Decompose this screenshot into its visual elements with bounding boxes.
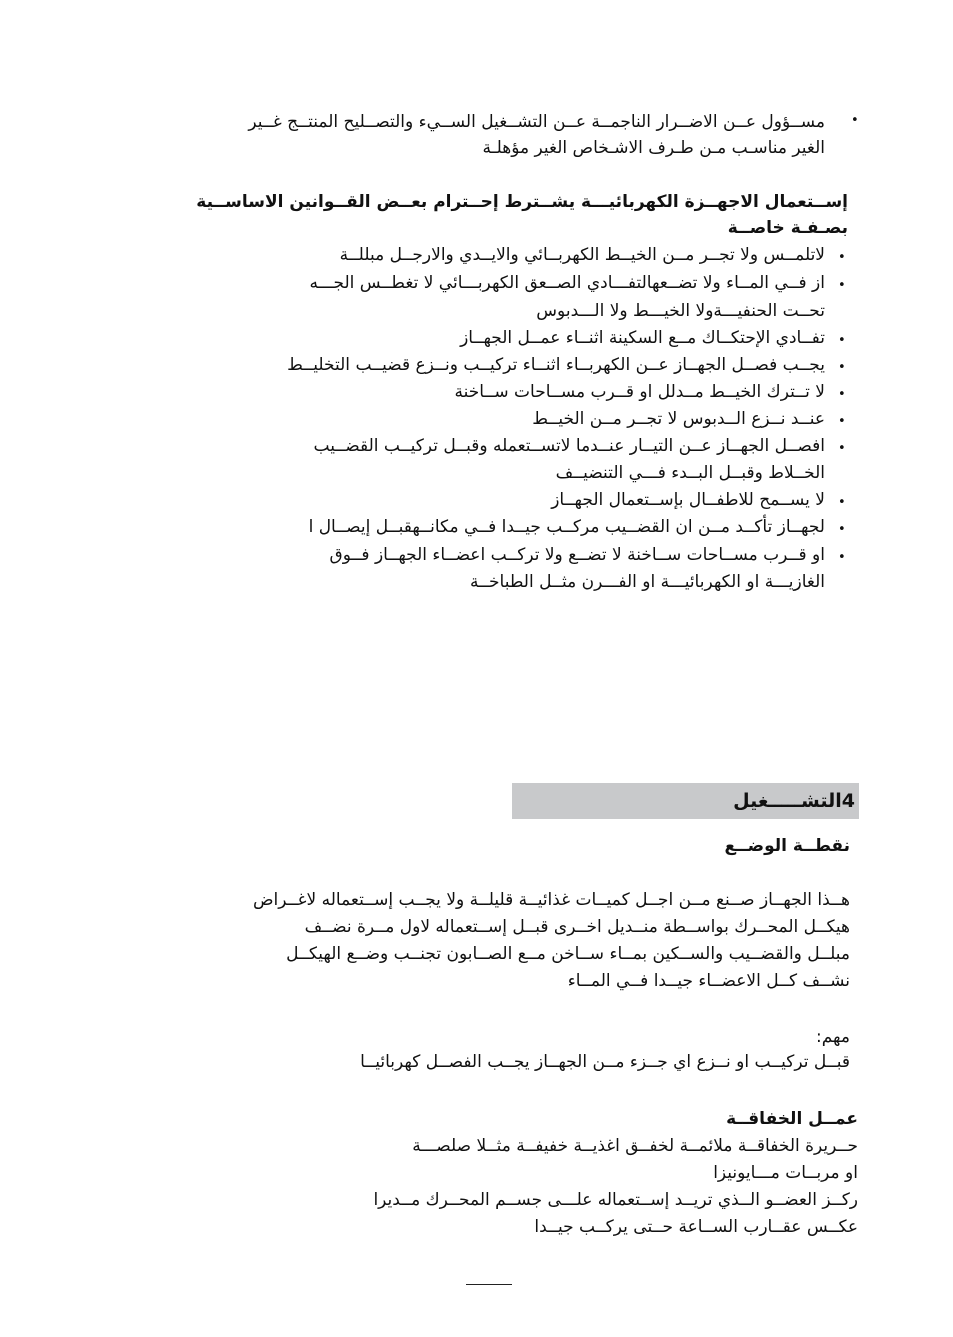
- footer-divider: [466, 1284, 512, 1285]
- safety-item: لاتلمــس ولا تجــر مــن الخيــط الكهربــائي والايــدي والارجــل مبللــة: [339, 245, 825, 265]
- whisk-line: ركــز العضــو الــذي تريــد إســتعماله علـــى جســم المحــرك مــديرا: [373, 1190, 858, 1210]
- safety-heading-line-2: بصـفـة خاصــة: [727, 218, 848, 238]
- operation-paragraph-line: نشــف كــل الاعضــاء جيــدا فــي المــاء: [567, 971, 850, 991]
- operation-paragraph-line: هــذا الجهــاز صــنع مــن اجــل كميــات غذائيــة قليلــة ولا يجــب إســتعماله لاغــراض: [252, 890, 850, 910]
- bullet-icon: •: [838, 495, 846, 510]
- section-header-title: 4التشـــــغيل: [733, 790, 855, 812]
- bullet-icon: •: [838, 250, 846, 265]
- bullet-icon: •: [838, 387, 846, 402]
- safety-item: لا يســمح للاطفــال بإســتعمال الجهــاز: [551, 490, 825, 510]
- whisk-line: حــريرة الخفاقــة ملائمــة لخفــق اغذيــة خفيفــة مثــلا صلصـــة: [412, 1136, 858, 1156]
- safety-item: تفــادي الإحتكــاك مــع السكينة اثنــاء عمــل الجهــاز: [460, 328, 825, 348]
- bullet-icon: •: [838, 522, 846, 537]
- safety-item: لجهــاز تأكــد مــن ان القضــيب مركــب جيــدا فــي مكانــهقبــل إيصــال ا: [308, 517, 825, 537]
- safety-item: الغازيـــة او الكهربائيـــة او الفـــرن مثــل الطباخــة: [469, 572, 825, 592]
- bullet-icon: •: [838, 550, 846, 565]
- bullet-icon: •: [838, 441, 846, 456]
- operation-paragraph-line: هيكــل المحــرك بواســطة منــديل اخــرى قبــل إســتعماله لاول مــرة نضــف: [304, 917, 850, 937]
- bullet-icon: •: [838, 278, 846, 293]
- safety-item: از فــي المــاء ولا تضــعهالتفـــادي الصــعق الكهربـــائي لا تغطــس الجـــه: [309, 273, 825, 293]
- bullet-icon: •: [838, 333, 846, 348]
- safety-item: افصــل الجهــاز عــن التيــار عنــدما لاتســتعمله وقبــل تركيــب القضــيب: [313, 436, 825, 456]
- safety-item: عنــد نــزع الــدبوس لا تجــر مــن الخيــط: [532, 409, 825, 429]
- bullet-icon: •: [838, 414, 846, 429]
- bullet-icon: •: [851, 113, 859, 128]
- safety-item: او قــرب مســاحات ســاخنة لا تضــع ولا تركــب اعضــاء الجهــاز فــوق: [329, 545, 825, 565]
- whisk-line: او مربــات مـــايونيزا: [713, 1163, 858, 1183]
- important-label: مهم:: [816, 1027, 850, 1047]
- safety-item: يجــب فصــل الجهــاز عــن الكهربــاء اثنــاء تركيــب ونــزع قضيــب التخليــط: [287, 355, 825, 375]
- safety-item: تحــت الحنفيـــةولا الخيـــط ولا الـــدبوس: [536, 301, 825, 321]
- bullet-icon: •: [838, 360, 846, 375]
- safety-item: لا تــترك الخيــط مــدلل او قــرب مســاحات ســاخنة: [454, 382, 825, 402]
- operation-subheading: نقطــة الوضــع: [724, 836, 850, 856]
- operation-paragraph-line: مبلــل والقضــيب والســكين بمــاء ســاخن مــع الصــابون تجنــب وضــع الهيكــل: [286, 944, 850, 964]
- whisk-line: عكــس عقــارب الســاعة حــتى يركــب جيــدا: [534, 1217, 858, 1237]
- safety-item: الخــلاط وقبــل البــدء فـــي التنضيــف: [555, 463, 825, 483]
- whisk-heading: عمــل الخفاقــة: [726, 1109, 858, 1129]
- intro-line-2: الغير مناسـب مـن طـرف الاشـخاص الغير مؤهلـة: [482, 138, 825, 158]
- important-text: قبــل تركيــب او نــزع اي جــزء مــن الجهــاز يجــب الفصــل كهربائيــا: [360, 1052, 850, 1072]
- intro-line-1: مســؤول عــن الاضــرار الناجمــة عــن التشــغيل الســيء والتصــليح المنتــج غــير: [248, 112, 825, 132]
- safety-heading-line-1: إســتعمال الاجهــزة الكهربائيـــة يشــترط إحــترام بعــض القــوانين الاساســية: [196, 192, 848, 212]
